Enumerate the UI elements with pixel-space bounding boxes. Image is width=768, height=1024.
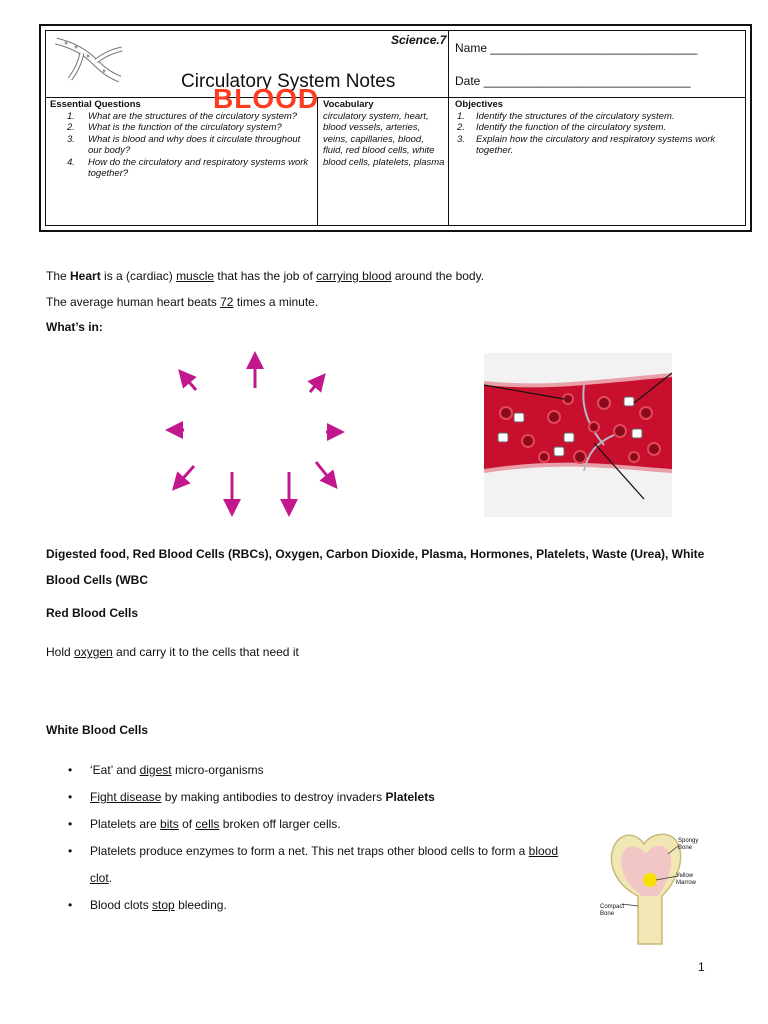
arrow-up-left-icon: [184, 376, 196, 390]
eq-item: 4. How do the circulatory and respiratory systems work together?: [67, 156, 309, 179]
arrows-diagram: [160, 350, 350, 520]
eq-item: 1. What are the structures of the circulatory system?: [67, 110, 298, 122]
wbc-heading: White Blood Cells: [46, 723, 148, 737]
header-divider-row: [46, 97, 745, 98]
obj-item: 3. Explain how the circulatory and respiratory systems work together.: [457, 133, 716, 156]
vocab-text: circulatory system, heart, blood vessels, arteries, veins, capillaries, blood, fluid, red blood cells, white blood cells, platelets, plasma: [323, 110, 445, 168]
label-yellow-marrow: Yellow Marrow: [676, 873, 697, 886]
date-label: Date: [455, 74, 481, 88]
eq-heading: Essential Questions: [50, 99, 141, 110]
vocab-heading: Vocabulary: [323, 99, 374, 110]
page-title: Circulatory System Notes: [181, 71, 396, 92]
eq-list: [50, 111, 312, 180]
heart-sentence: The Heart is a (cardiac) muscle that has the job of carrying blood around the body.: [46, 269, 485, 283]
blood-vessel-icon: [54, 31, 124, 83]
list-item: • Fight disease by making antibodies to destroy invaders Platelets: [68, 784, 568, 811]
arrow-down-left-icon: [178, 466, 194, 484]
arrow-up-right-icon: [310, 380, 320, 392]
list-item: • Blood clots stop bleeding.: [68, 892, 568, 919]
name-line: _______________________________: [490, 41, 698, 55]
page-number: 1: [698, 960, 705, 974]
date-field[interactable]: [455, 74, 691, 88]
header-inner-border: [45, 30, 746, 226]
header-divider-name: [448, 31, 449, 225]
header-divider-vocab: [317, 97, 318, 225]
list-item: • ‘Eat’ and digest micro-organisms: [68, 757, 568, 784]
vocabulary: [323, 99, 445, 168]
header-table: [39, 24, 752, 232]
name-field[interactable]: [455, 41, 697, 55]
obj-list: [455, 111, 747, 157]
obj-heading: Objectives: [455, 99, 504, 110]
eq-item: 3. What is blood and why does it circulate throughout our body?: [67, 133, 301, 156]
course-label: Science.7: [391, 33, 447, 47]
rbc-text: Hold oxygen and carry it to the cells that need it: [46, 645, 299, 659]
arrow-down-right-icon: [316, 462, 332, 482]
date-line: _______________________________: [483, 74, 691, 88]
eq-item: 2. What is the function of the circulatory system?: [67, 122, 282, 133]
wbc-bullets: [68, 757, 568, 919]
obj-item: 2. Identify the function of the circulatory system.: [457, 122, 667, 133]
objectives: [455, 99, 747, 157]
whats-in-heading: What’s in:: [46, 320, 103, 334]
heart-word: Heart: [70, 269, 101, 283]
name-label: Name: [455, 41, 488, 55]
list-item: • Platelets are bits of cells broken off larger cells.: [68, 811, 568, 838]
blood-vessel-image: [484, 353, 672, 517]
list-item: • Platelets produce enzymes to form a net. This net traps other blood cells to form a blood clot.: [68, 838, 568, 892]
obj-item: 1. Identify the structures of the circulatory system.: [457, 110, 675, 122]
label-spongy-bone: Spongy Bone: [678, 838, 699, 851]
essential-questions: [50, 99, 312, 180]
beats-sentence: The average human heart beats 72 times a minute.: [46, 295, 319, 309]
components-list: Digested food, Red Blood Cells (RBCs), Oxygen, Carbon Dioxide, Plasma, Hormones, Platelets, Waste (Urea), White Blood Cells (WBC: [46, 547, 705, 587]
label-compact-bone: Compact Bone: [600, 904, 625, 917]
rbc-heading: Red Blood Cells: [46, 606, 139, 620]
blood-stamp: BLOOD: [213, 83, 320, 114]
